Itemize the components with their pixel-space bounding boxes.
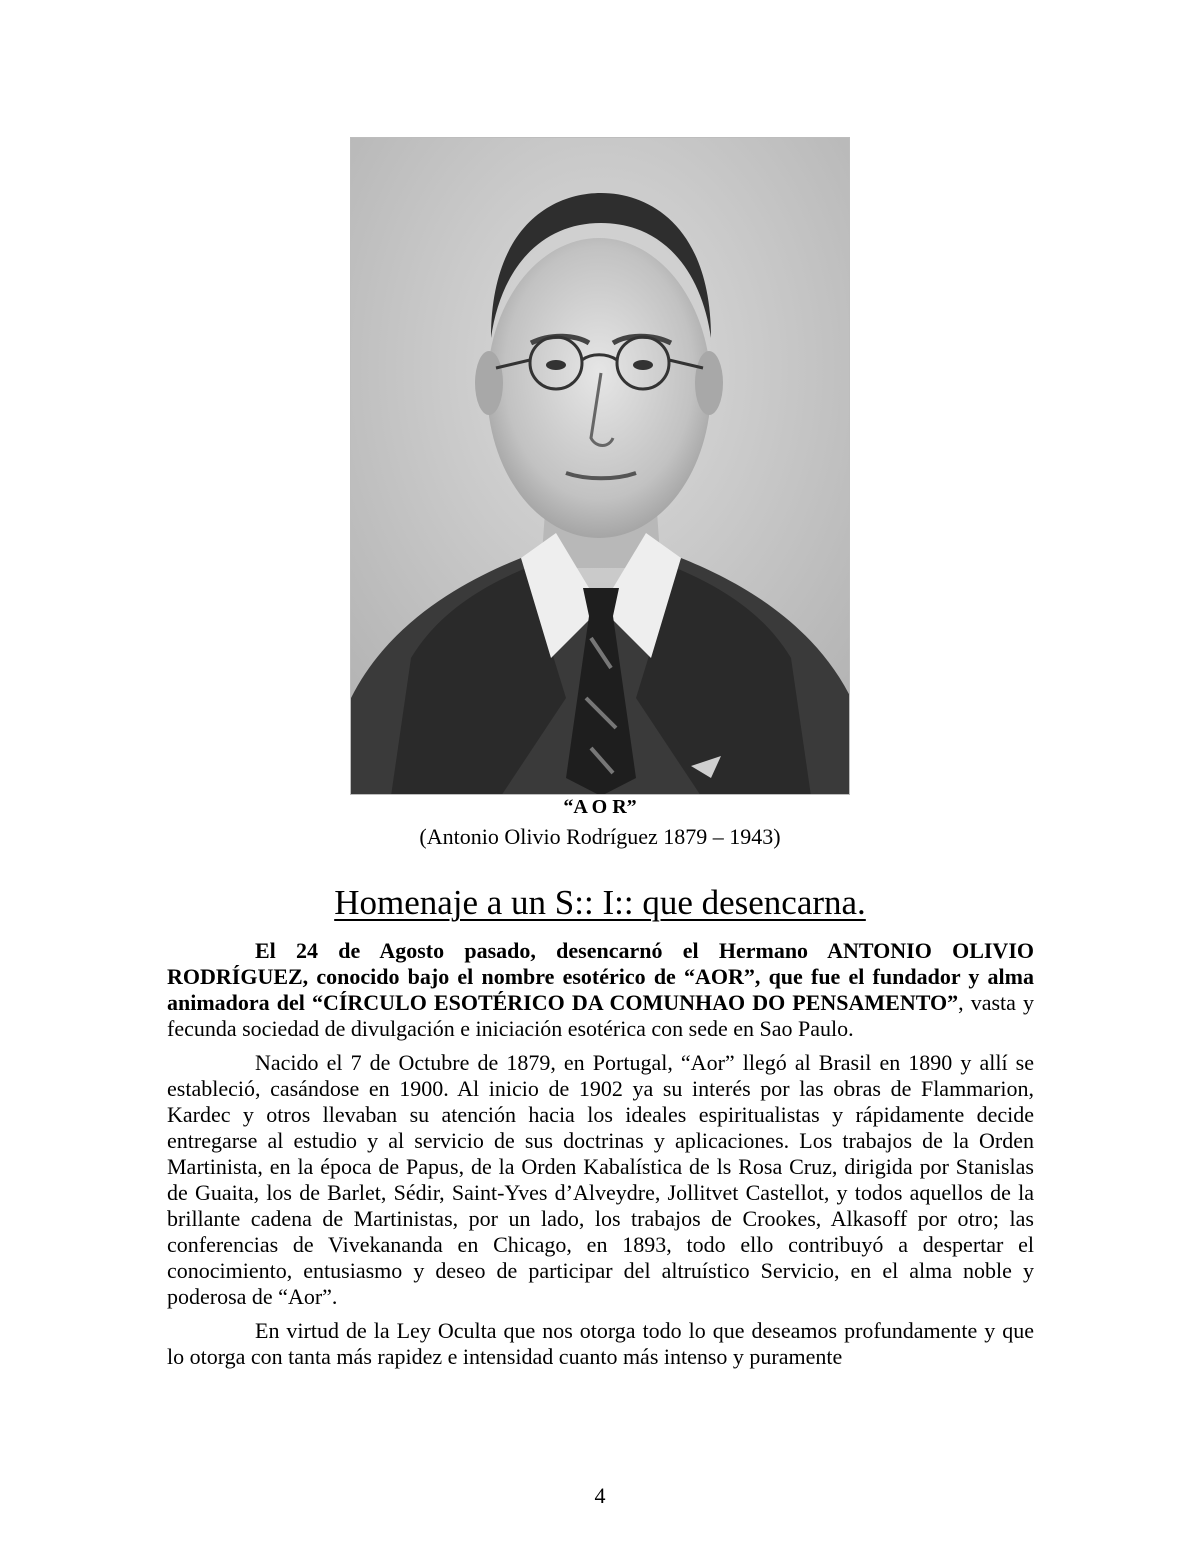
portrait-photo [350, 137, 850, 795]
paragraph-1-rest: , vasta y fecunda sociedad de divulgación e iniciación esotérica con sede en Sao Paulo. [167, 990, 1035, 1041]
photo-caption-title: “A O R” [563, 796, 637, 818]
paragraph-1-bold: El 24 de Agosto pasado, desencarnó el Hermano ANTONIO OLIVIO RODRÍGUEZ, conocido bajo el nombre esotérico de “AOR”, que fue el fundador y alma animadora del “CÍRCULO ESOTÉRICO DA COMUNHAO DO PENSAMENTO” [167, 938, 1034, 1015]
portrait-illustration [351, 138, 850, 795]
page-heading: Homenaje a un S:: I:: que desencarna. [334, 883, 866, 922]
paragraph-2: Nacido el 7 de Octubre de 1879, en Portugal, “Aor” llegó al Brasil en 1890 y allí se estableció, casándose en 1900. Al inicio de 1902 ya su interés por las obras de Flammarion, Kardec y otros llevaban su atención hacia los ideales espiritualistas y rápidamente decide entregarse al estudio y al servicio de sus doctrinas y aplicaciones. Los trabajos de la Orden Martinista, en la época de Papus, de la Orden Kabalística de ls Rosa Cruz, dirigida por Stanislas de Guaita, los de Barlet, Sédir, Saint-Yves d’Alveydre, Jollitvet Castellot, y todos aquellos de la brillante cadena de Martinistas, por un lado, los trabajos de Crookes, Alkasoff por otro; las conferencias de Vivekananda en Chicago, en 1893, todo ello contribuyó a despertar el conocimiento, entusiasmo y deseo de participar del altruístico Servicio, en el alma noble y poderosa de “Aor”. [167, 1050, 1034, 1309]
paragraph-1 [167, 938, 1034, 1042]
photo-caption-subtitle: (Antonio Olivio Rodríguez 1879 – 1943) [419, 824, 781, 849]
article-body [167, 938, 1034, 1378]
paragraph-3: En virtud de la Ley Oculta que nos otorga todo lo que deseamos profundamente y que lo otorga con tanta más rapidez e intensidad cuanto más intenso y puramente [167, 1318, 1034, 1369]
page-number: 4 [594, 1483, 606, 1508]
